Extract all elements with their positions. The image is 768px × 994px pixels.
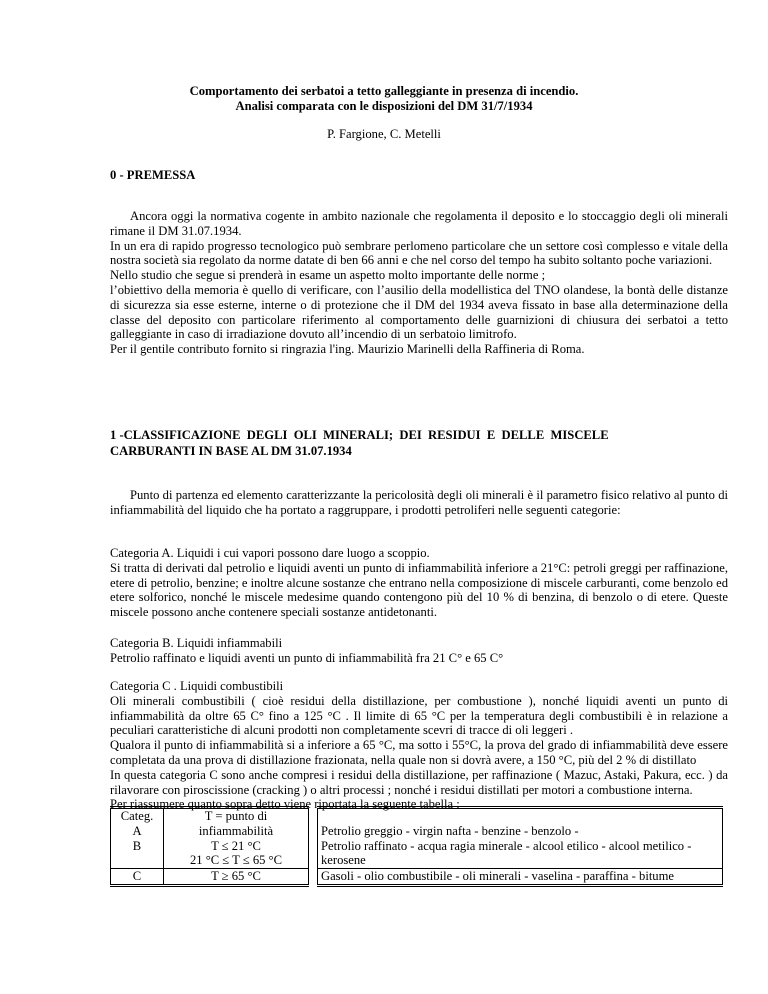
premessa-paragraph-2: In un era di rapido progresso tecnologico può sembrare perlomeno particolare che un settore così complesso e vitale della nostra società sia regolato da norme datate di ben 66 anni e che nel corso del tempo ha subito soltanto poche variazioni. bbox=[110, 238, 728, 268]
category-c-block bbox=[110, 679, 728, 812]
table-cell-products: Gasoli - olio combustibile - oli minerali - vaselina - paraffina - bitume bbox=[318, 869, 723, 886]
categories-table bbox=[110, 806, 723, 887]
premessa-paragraph-5: Per il gentile contributo fornito si ringrazia l'ing. Maurizio Marinelli della Raffineria di Roma. bbox=[110, 342, 585, 357]
summary-sentence: Per riassumere quanto sopra detto viene riportata la seguente tabella : bbox=[110, 797, 460, 812]
section-1-intro: Punto di partenza ed elemento caratterizzante la pericolosità degli oli minerali è il parametro fisico relativo al punto di infiammabilità del liquido che ha portato a raggruppare, i prodotti petroliferi nelle seguenti categorie: bbox=[110, 488, 728, 517]
table-cell-category: A bbox=[132, 823, 142, 838]
category-c-text-1: Oli minerali combustibili ( cioè residui della distillazione, per combustione ), nonché liquidi aventi un punto di infiammabilità da oltre 65 C° fino a 125 °C . Il limite di 65 °C per la temperatura degli combustibili è in relazione a peculiari caratteristiche di alcuni prodotti non completamente scevri di tracce di oli leggeri . bbox=[110, 693, 728, 738]
category-a-text: Si tratta di derivati dal petrolio e liquidi aventi un punto di infiammabilità inferiore a 21°C: petroli greggi per raffinazione, etere di petrolio, benzine; e inoltre alcune sostanze che entrano nella composizione di miscele carburanti, come benzolo ed etere solforico, nonché le miscele medesime quando contengono più del 10 % di benzina, di benzolo o di etere. Queste miscele possono anche contenere speciali sostanze antidetonanti. bbox=[110, 560, 728, 620]
category-c-title: Categoria C . Liquidi combustibili bbox=[110, 679, 284, 693]
table-cell-temperature: T ≥ 65 °C bbox=[164, 869, 309, 886]
premessa-paragraph-4: l’obiettivo della memoria è quello di verificare, con l’ausilio della modellistica del TNO olandese, la bontà delle distanze di sicurezza sia esse esterne, interne o di protezione che il DM del 1934 aveva fissato in base alla determinazione della classe del deposito con particolare riferimento al comportamento delle guarnizioni di chiusura dei serbatoi a tetto galleggiante in caso di irradiazione dovuto all’incendio di un serbatoio limitrofo. bbox=[110, 282, 728, 342]
table-cell-category: C bbox=[111, 869, 164, 886]
table-cell-products: Petrolio greggio - virgin nafta - benzine - benzolo - Petrolio raffinato - acqua ragia minerale - alcool etilico - alcool metilico - kerosene bbox=[318, 808, 723, 869]
table-row bbox=[111, 808, 723, 869]
document-title-line-1: Comportamento dei serbatoi a tetto galleggiante in presenza di incendio. bbox=[189, 84, 579, 98]
category-b-text: Petrolio raffinato e liquidi aventi un punto di infiammabilità fra 21 C° e 65 C° bbox=[110, 650, 504, 665]
category-b-title: Categoria B. Liquidi infiammabili bbox=[110, 636, 283, 650]
premessa-paragraph-1: Ancora oggi la normativa cogente in ambito nazionale che regolamenta il deposito e lo stoccaggio degli oli minerali rimane il DM 31.07.1934. bbox=[110, 209, 728, 238]
table-cell-temperature: 21 °C ≤ T ≤ 65 °C bbox=[189, 853, 282, 868]
category-a-title: Categoria A. Liquidi i cui vapori possono dare luogo a scoppio. bbox=[110, 546, 430, 560]
section-1-heading bbox=[110, 428, 728, 459]
category-c-text-3: In questa categoria C sono anche compresi i residui della distillazione, per raffinazione ( Mazuc, Astaki, Pakura, ecc. ) da rilavorare con piroscissione (cracking ) o altri processi ; nonché i residui distillati per motori a combustione interna. bbox=[110, 767, 728, 797]
section-0-body bbox=[110, 209, 728, 357]
document-authors: P. Fargione, C. Metelli bbox=[327, 127, 441, 141]
table-cell-temperature: T ≤ 21 °C bbox=[211, 838, 261, 853]
section-1-heading-line-1: 1 -CLASSIFICAZIONE DEGLI OLI MINERALI; DEI RESIDUI E DELLE MISCELE bbox=[110, 428, 609, 442]
category-b-block bbox=[110, 636, 728, 666]
category-a-block bbox=[110, 546, 728, 620]
document-title-line-2: Analisi comparata con le disposizioni del DM 31/7/1934 bbox=[235, 99, 533, 113]
table-row bbox=[111, 869, 723, 886]
table-cell-category: B bbox=[132, 838, 142, 853]
section-0-heading: 0 - PREMESSA bbox=[110, 168, 196, 182]
section-1-heading-line-2: CARBURANTI IN BASE AL DM 31.07.1934 bbox=[110, 443, 352, 458]
table-header-category: Categ. A B bbox=[111, 808, 164, 869]
table-header-temperature: T = punto di infiammabilità T ≤ 21 °C 21 °C ≤ T ≤ 65 °C bbox=[164, 808, 309, 869]
premessa-paragraph-3: Nello studio che segue si prenderà in esame un aspetto molto importante delle norme ; bbox=[110, 268, 546, 283]
category-c-text-2: Qualora il punto di infiammabilità si a inferiore a 65 °C, ma sotto i 55°C, la prova del grado di infiammabilità deve essere completata da una prova di distillazione frazionata, nella quale non si dovrà avere, a 150 °C, più del 2 % di distillato bbox=[110, 738, 728, 767]
